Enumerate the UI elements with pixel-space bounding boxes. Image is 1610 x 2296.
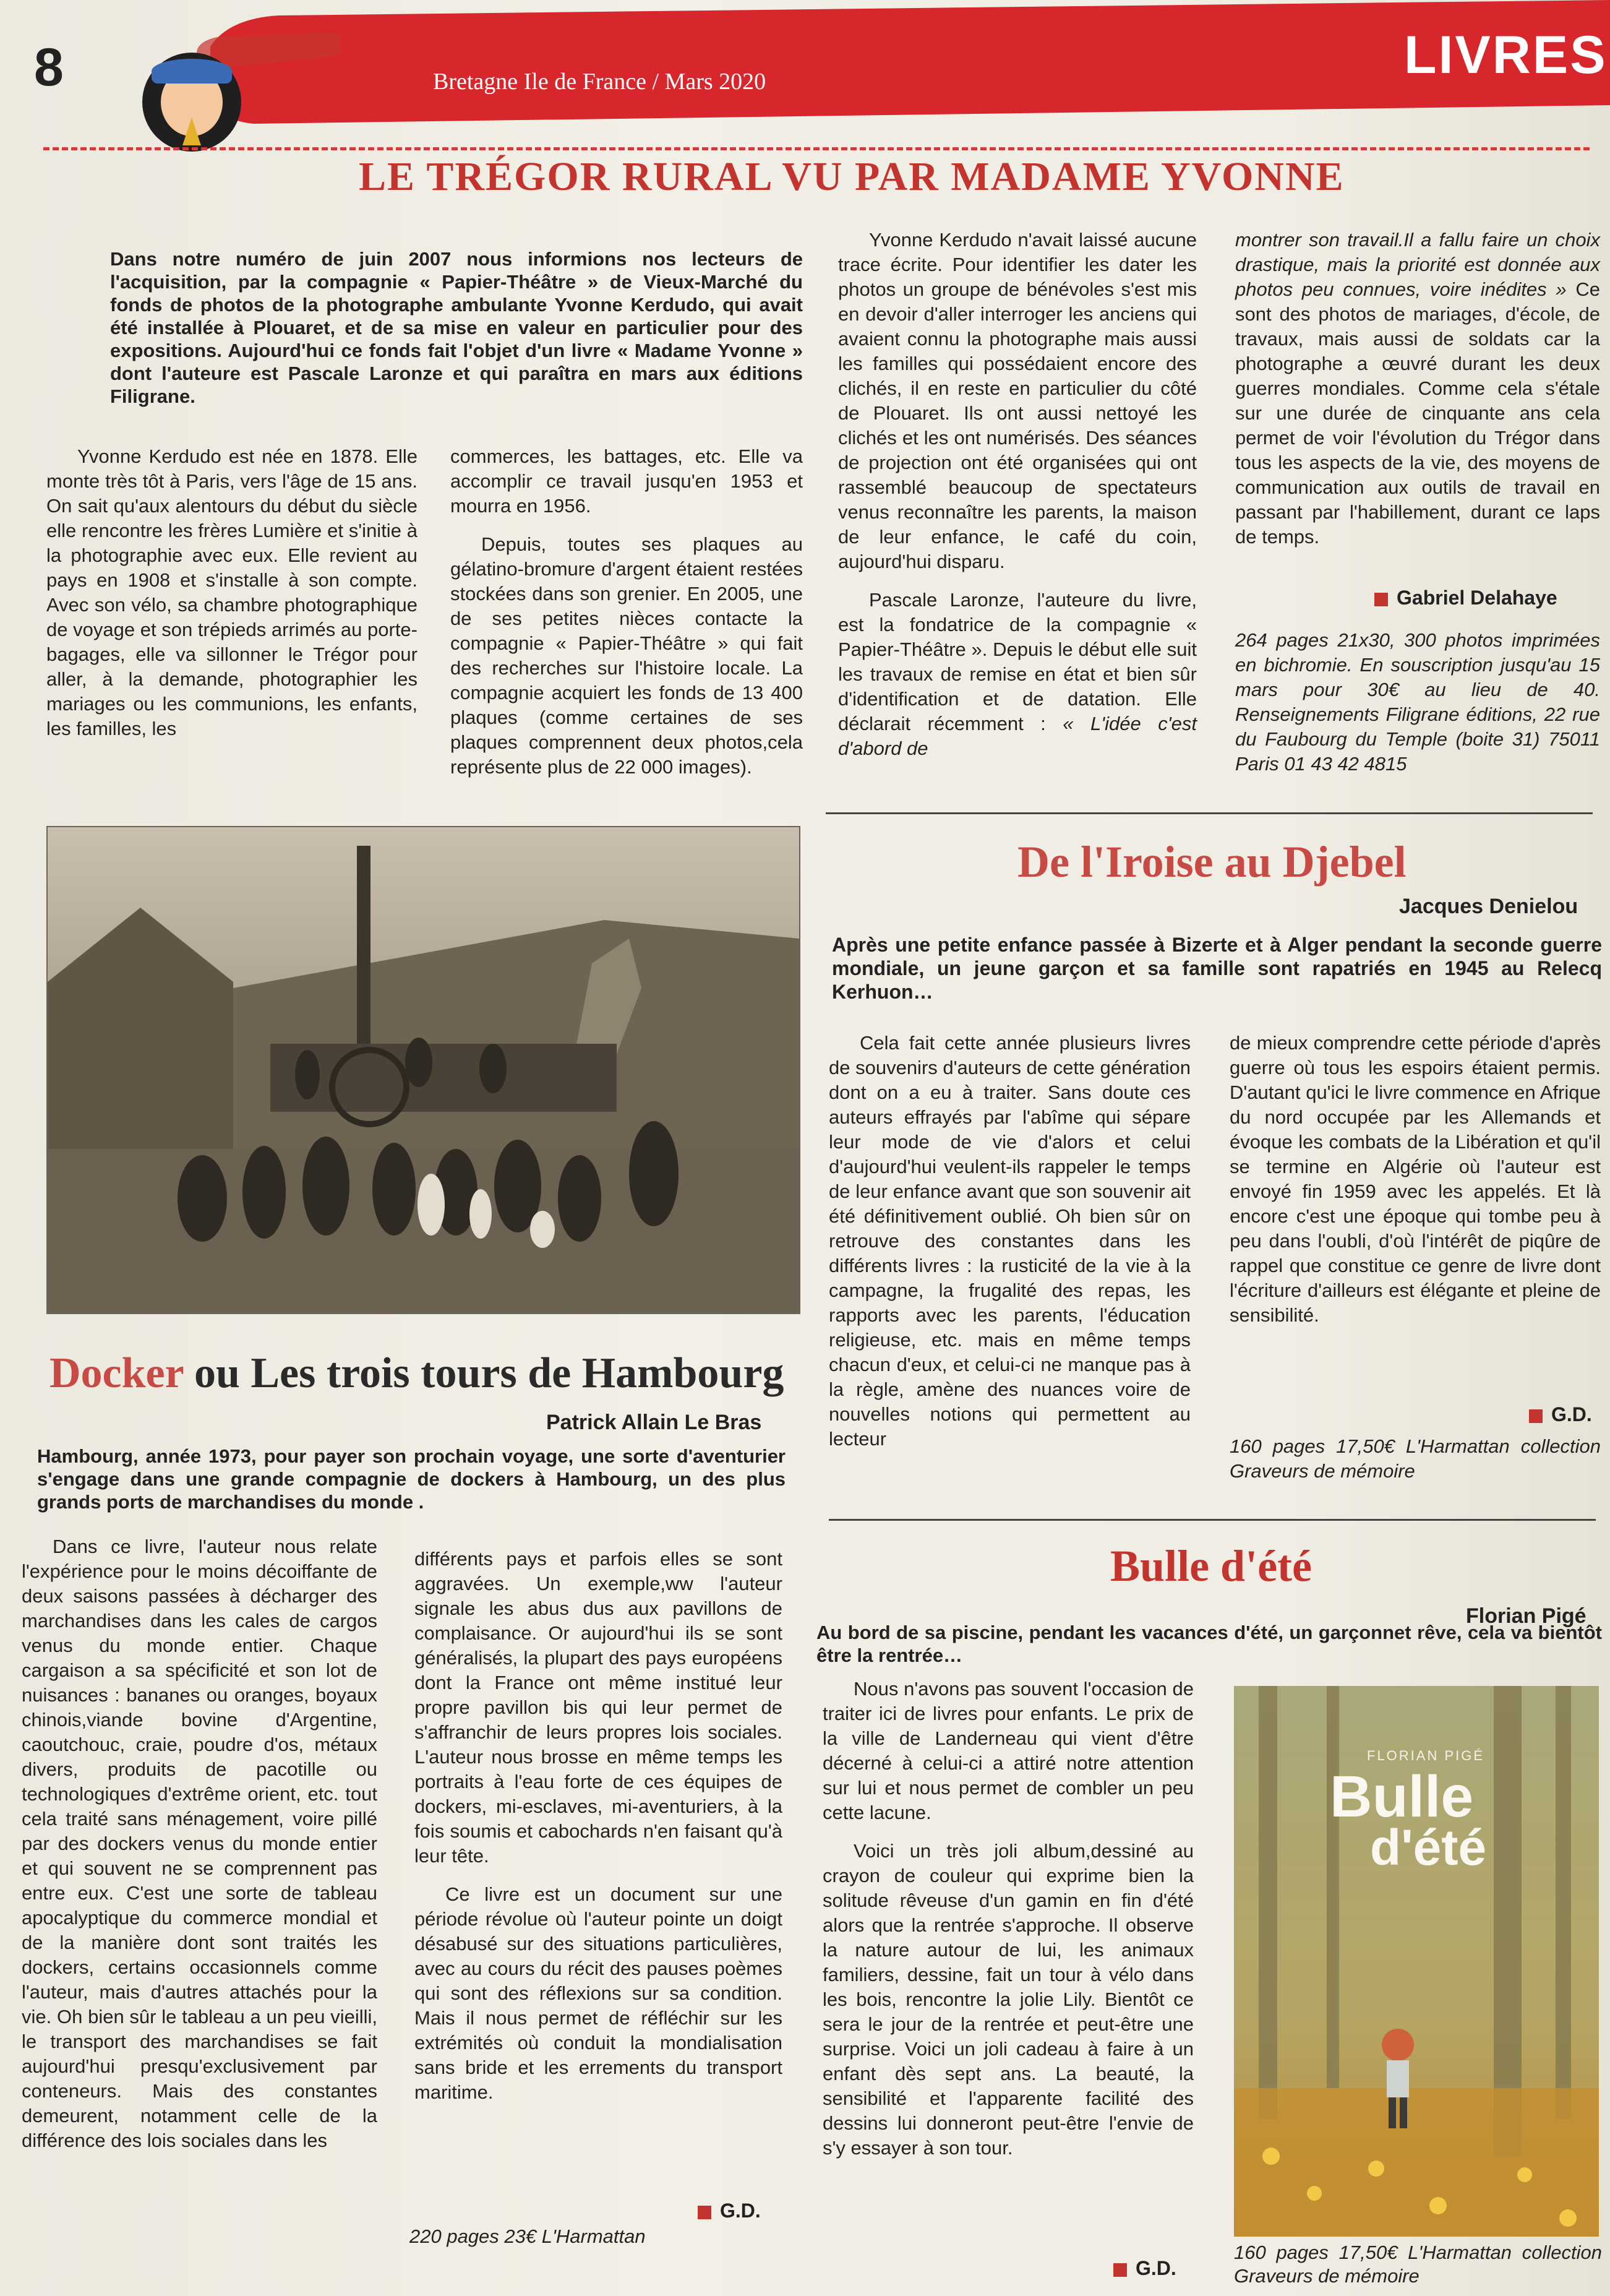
article2-author: Jacques Denielou: [1399, 895, 1578, 918]
mascot-logo: [142, 53, 241, 152]
article1-signature-text: Gabriel Delahaye: [1397, 587, 1557, 609]
article3-signature-text: G.D.: [720, 2199, 761, 2222]
book-cover-image: [1234, 1686, 1599, 2237]
article1-signature: [1374, 587, 1557, 609]
article4-info: 160 pages 17,50€ L'Harmattan collection Graveurs de mémoire: [1234, 2242, 1602, 2287]
article2-col1-paragraph: Cela fait cette année plusieurs livres de souvenirs d'auteurs de cette génération dont on a eu à traiter. Sans doute ces auteurs effrayés par l'abîme qui sépare leur mode de vie d'alors et celui d'aujourd'hui veulent-ils rappeler le temps de leur enfance avant que son souvenir ait été définitivement oublié. Oh bien sûr on retrouve des constantes dans les différents livres : la rusticité de la vie à la campagne, la frugalité des repas, les rapports avec les parents, l'éducation religieuse, etc. mais en même temps chacun d'eux, et celui-ci ne manque pas à la règle, amène des nuances voire de nouvelles notions qui permettent au lecteur: [829, 1032, 1191, 1450]
article2-column-2: [1230, 1031, 1601, 1341]
article2-info: 160 pages 17,50€ L'Harmattan collection Graveurs de mémoire: [1230, 1435, 1601, 1482]
article1-col2-paragraph-1: commerces, les battages, etc. Elle va accomplir ce travail jusqu'en 1953 et mourra en 1956.: [450, 445, 803, 517]
book-cover-author: FLORIAN PIGÉ: [1367, 1748, 1485, 1763]
article1-lead: Dans notre numéro de juin 2007 nous informions nos lecteurs de l'acquisition, par la compagnie « Papier-Théâtre » de Vieux-Marché du fonds de photos de la photographe ambulante Yvonne Kerdudo, qui avait été installée à Plouaret, et de sa mise en valeur en particulier pour des expositions. Aujourd'hui ce fonds fait l'objet d'un livre « Madame Yvonne » dont l'auteure est Pascale Laronze et qui paraîtra en mars aux éditions Filigrane.: [110, 248, 803, 407]
article1-info: 264 pages 21x30, 300 photos imprimées en bichromie. En souscription jusqu'au 15 mars pour 30€ au lieu de 40. Renseignements Filigrane éditions, 22 rue du Faubourg du Temple (boite 31) 75011 Paris 01 43 42 4815: [1235, 629, 1600, 775]
article3-column-1: [22, 1534, 377, 2167]
article1-col3-paragraph-1: Yvonne Kerdudo n'avait laissé aucune trace écrite. Pour identifier les dater les photos un groupe de bénévoles s'est mis en devoir d'aller interroger les anciens qui avaient connu la photographe mais aussi les familles qui possédaient encore des clichés, il en reste en particulier du côté de Plouaret. Ils ont aussi nettoyé les clichés et les ont numérisés. Des séances de projection ont été organisées qui ont rassemblé beaucoup de spectateurs venus reconnaître les parents, la maison de leur enfance, le café du coin, aujourd'hui disparu.: [838, 229, 1197, 572]
article2-signature-text: G.D.: [1551, 1403, 1592, 1425]
article3-title-rest: ou Les trois tours de Hambourg: [183, 1349, 784, 1397]
article1-col3-text: Pascale Laronze, l'auteure du livre, est la fondatrice de la compagnie « Papier-Théâtre ». Depuis le début elle suit les travaux de remise en état et bien sûr d'identification et de datation. Elle déclarait récemment :: [838, 589, 1197, 734]
book-cover-title-1: Bulle: [1330, 1764, 1474, 1829]
page-number: 8: [34, 38, 64, 97]
article3-col2-paragraph-2: Ce livre est un document sur une période révolue où l'auteur pointe un doigt désabusé sur des situations particulières, avec au cours du récit des pauses poèmes qui sont des réflexions sur sa condition. Mais il nous permet de réfléchir sur les extrémités où conduit la mondialisation sans bride et les errements du transport maritime.: [414, 1883, 782, 2103]
article1-column-3: [838, 228, 1197, 775]
article2-lead: Après une petite enfance passée à Bizerte et à Alger pendant la seconde guerre mondiale, un jeune garçon et sa famille sont rapatriés en 1945 au Relecq Kerhuon…: [832, 934, 1602, 1003]
divider-rule: [826, 812, 1593, 814]
article3-title: [49, 1349, 784, 1398]
article3-signature: [698, 2199, 761, 2222]
article3-author: Patrick Allain Le Bras: [546, 1411, 762, 1434]
header-red-band: [155, 0, 1610, 133]
article1-col4-quote: montrer son travail.Il a fallu faire un choix drastique, mais la priorité est donnée aux photos peu connues, voire inédites »: [1235, 229, 1600, 300]
article4-signature: [1113, 2257, 1176, 2280]
header-dashed-divider: [43, 147, 1590, 150]
article4-signature-text: G.D.: [1136, 2257, 1176, 2279]
book-cover-title-2: d'été: [1370, 1820, 1487, 1876]
publication-line: Bretagne Ile de France / Mars 2020: [433, 69, 766, 95]
article1-col3-quote: « L'idée c'est d'abord de: [838, 713, 1197, 759]
article1-col4-text: Ce sont des photos de mariages, d'école, de travaux, mais aussi de soldats car la photographe a œuvré durant les deux guerres mondiales. Comme cela s'étale sur une durée de cinquante ans cela permet de voir l'évolution du Trégor dans tous les aspects de la vie, des moyens de communication aux outils de travail en passant par l'habillement, durant ce laps de temps.: [1235, 278, 1600, 548]
article3-column-2: [414, 1547, 782, 2118]
article3-col1-paragraph: Dans ce livre, l'auteur nous relate l'expérience pour le moins décoiffante de deux saisons passées à décharger des marchandises dans les cales de cargos venus du monde entier. Chaque cargaison a sa spécificité et son lot de nuisances : bananes ou oranges, boyaux chinois,viande bovine d'Argentine, caoutchouc, craie, poudre d'os, métaux divers, produits de pacotille ou technologiques d'extrême orient, etc. tout cela traité sans ménagement, voire pillé par des dockers venus du monde entier et qui souvent ne se comprennent pas entre eux. C'est une sorte de tableau apocalyptique du commerce mondial et de la manière dont sont traités les dockers, certains occasionnels comme l'auteur, mais d'autres attachés pour la vie. Oh bien sûr le tableau a un peu vieilli, le transport des marchandises se fait aujourd'hui presqu'exclusivement par conteneurs. Mais des constantes demeurent, notamment celle de la différence des lois sociales dans les: [22, 1536, 377, 2151]
article4-title: Bulle d'été: [1110, 1541, 1312, 1591]
section-title: LIVRES: [1404, 25, 1608, 85]
article3-col2-paragraph-1: différents pays et parfois elles se sont aggravées. Un exemple,ww l'auteur signale les abus dus aux pavillons de complaisance. Or aujourd'hui ils se sont généralisés, la plupart des pays européens dont la France ont même institué leur propre pavillon bis qui leur permet de s'affranchir de leurs propres lois sociales. L'auteur nous brosse en même temps les portraits à l'eau forte de ces équipes de dockers, mi-esclaves, mi-aventuriers, à la fois soumis et cabochards n'en faisant qu'à leur tête.: [414, 1548, 782, 1867]
article2-col2-paragraph: de mieux comprendre cette période d'après guerre où tous les espoirs étaient permis. D'autant qu'ici le livre commence en Afrique du nord occupée par les Allemands et évoque les combats de la Libération et qu'il se termine en Algérie où l'auteur est envoyé fin 1959 avec les appelés. Et là encore c'est une époque qui tombe peu à peu dans l'oubli, d'où l'intérêt de piqûre de rappel que constitue ce genre de livre dont l'écriture d'ailleurs est élégante et pleine de sensibilité.: [1230, 1032, 1601, 1326]
article1-column-1: [46, 444, 417, 755]
threshing-photo-image: [48, 827, 799, 1313]
article4-lead: Au bord de sa piscine, pendant les vacances d'été, un garçonnet rêve, cela va bientôt être la rentrée…: [816, 1622, 1602, 1666]
article1-col3-paragraph-2: [838, 588, 1197, 761]
article2-column-1: [829, 1031, 1191, 1465]
article4-column: [823, 1677, 1194, 2174]
article4-paragraph-2: Voici un très joli album,dessiné au crayon de couleur qui exprime bien la solitude rêveuse d'un gamin en fin d'été alors que la rentrée s'approche. Il observe la nature autour de lui, les animaux familiers, dessine, fait un tour à vélo dans les bois, rencontre la jolie Lily. Bientôt ce sera le jour de la rentrée et peut-être une surprise. Voici un joli cadeau à faire à un enfant dès sept ans. La beauté, la sensibilité et l'apparente facilité des dessins lui donneront peut-être l'envie de s'y essayer à son tour.: [823, 1840, 1194, 2159]
article3-lead: Hambourg, année 1973, pour payer son prochain voyage, une sorte d'aventurier s'engage dans une grande compagnie de dockers à Hambourg, un des plus grands ports de marchandises du monde .: [37, 1445, 786, 1513]
article1-title: LE TRÉGOR RURAL VU PAR MADAME YVONNE: [359, 154, 1345, 199]
article3-info: 220 pages 23€ L'Harmattan: [409, 2225, 646, 2247]
divider-rule-2: [829, 1519, 1596, 1521]
threshing-photo: [46, 826, 800, 1314]
article4-paragraph-1: Nous n'avons pas souvent l'occasion de traiter ici de livres pour enfants. Le prix de la ville de Landerneau qui vient d'être décerné à celui-ci a attiré notre attention sur lui et nous permet de combler un peu cette lacune.: [823, 1678, 1194, 1823]
article2-signature: [1529, 1403, 1592, 1426]
article3-title-red: Docker: [49, 1349, 184, 1397]
article1-column-2: [450, 444, 803, 793]
article1-col4-paragraph: [1235, 228, 1600, 549]
article4-author: Florian Pigé: [1466, 1604, 1586, 1628]
article1-column-4: [1235, 228, 1600, 563]
article1-col1-paragraph: Yvonne Kerdudo est née en 1878. Elle monte très tôt à Paris, vers l'âge de 15 ans. On sait qu'aux alentours du début du siècle elle rencontre les frères Lumière et s'initie à la photographie avec eux. Elle revient au pays en 1908 et s'installe à son compte. Avec son vélo, sa chambre photographique de voyage et son trépieds arrimés au porte-bagages, elle va sillonner le Trégor pour aller, à la demande, photographier les mariages ou les communions, les enfants, les familles, les: [46, 445, 417, 739]
article2-title: De l'Iroise au Djebel: [1017, 837, 1407, 887]
article1-col2-paragraph-2: Depuis, toutes ses plaques au gélatino-bromure d'argent étaient restées stockées dans son grenier. En 2005, une de ses petites nièces contacte la compagnie « Papier-Théâtre » qui fait des recherches sur l'histoire locale. La compagnie acquiert les fonds de 13 400 plaques (comme certaines de ses plaques comprennent deux photos,cela représente plus de 22 000 images).: [450, 533, 803, 778]
